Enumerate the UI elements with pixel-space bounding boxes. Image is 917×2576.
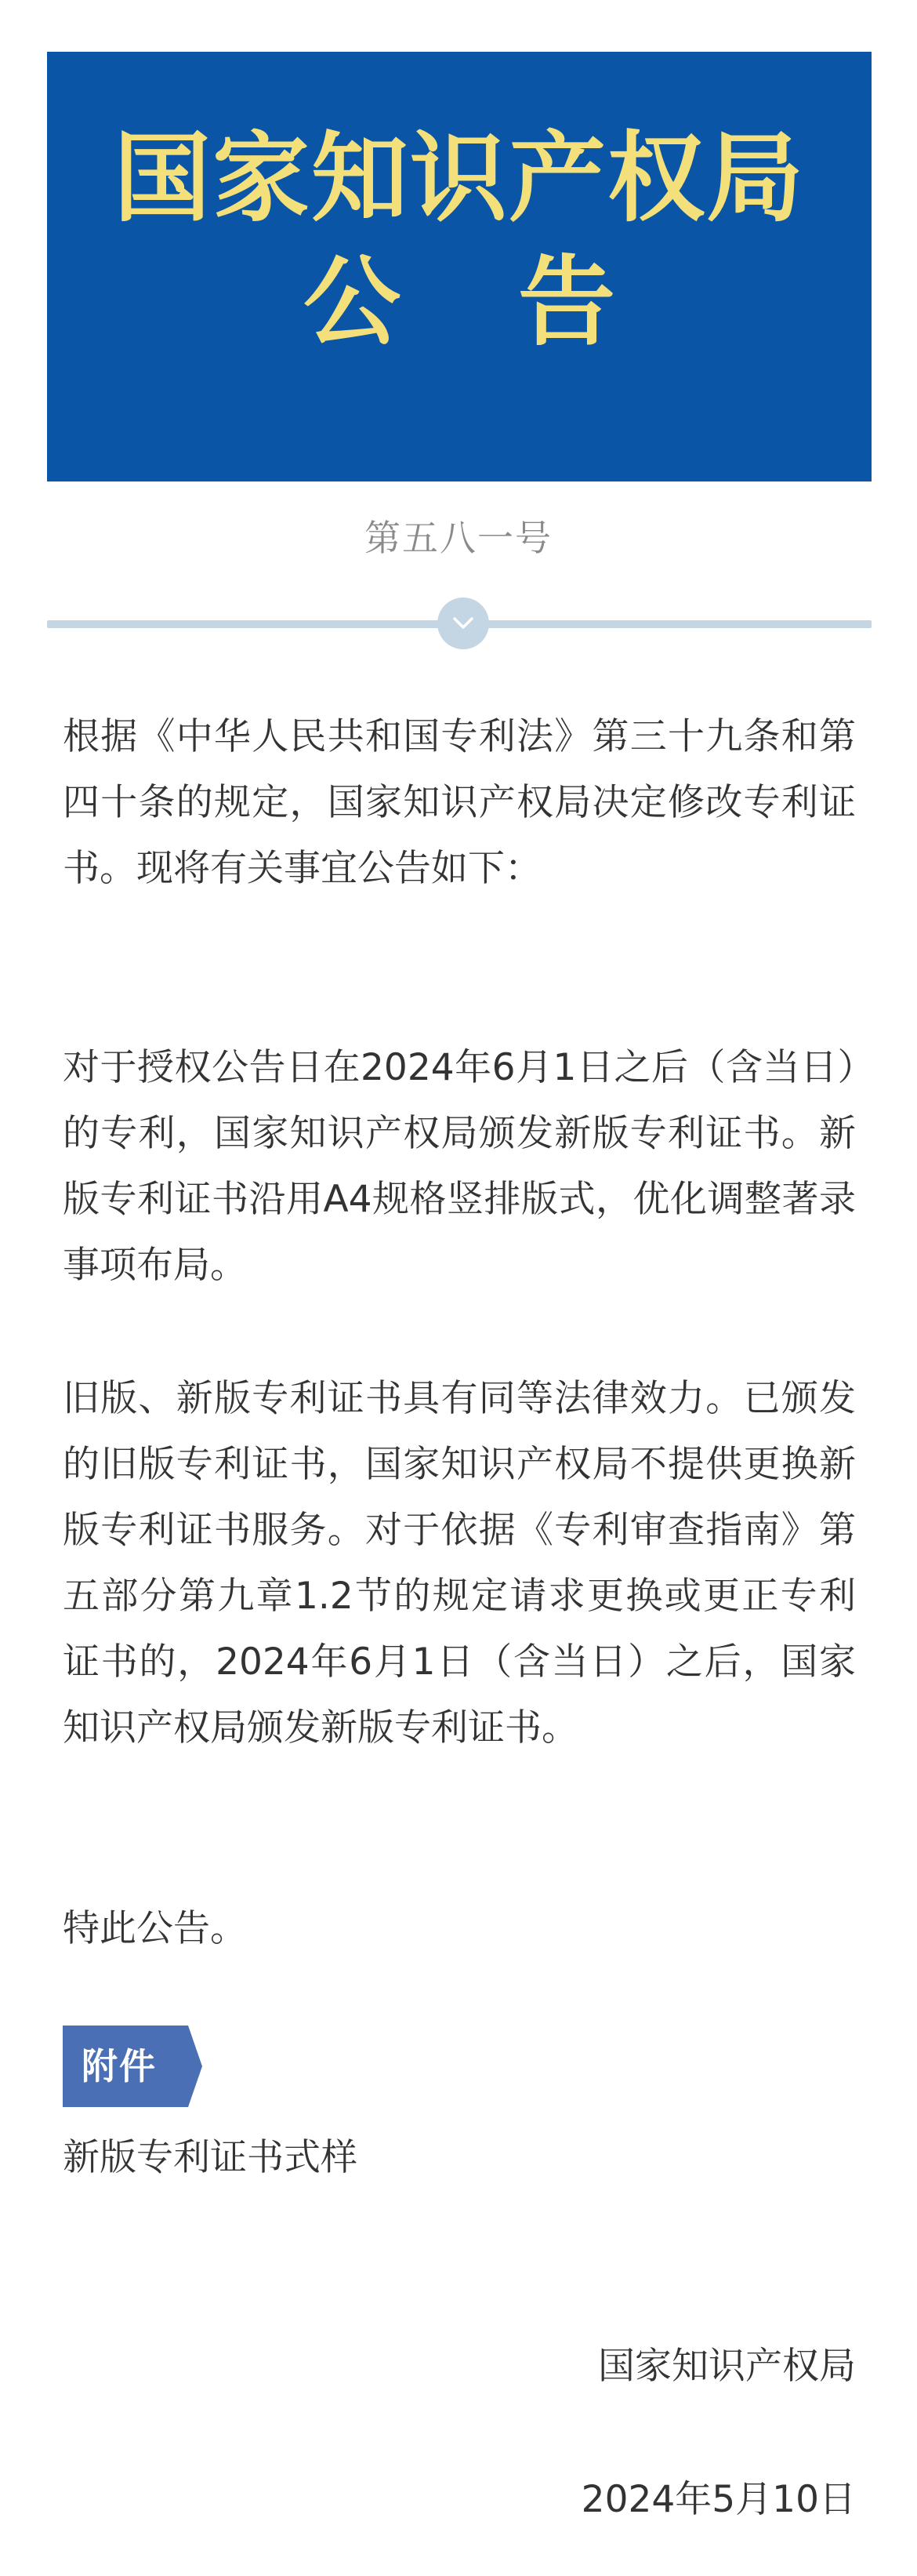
paragraph-legal-effect: 旧版、新版专利证书具有同等法律效力。已颁发的旧版专利证书，国家知识产权局不提供更换新版专利证书服务。对于依据《专利审查指南》第五部分第九章1.2节的规定请求更换或更正专利证书的，2024年6月1日（含当日）之后，国家知识产权局颁发新版专利证书。 bbox=[63, 1377, 856, 1749]
attachment-tag bbox=[63, 2026, 202, 2107]
chevron-down-icon bbox=[437, 598, 489, 649]
attachment-link[interactable]: 新版专利证书式样 bbox=[63, 2136, 357, 2179]
signature-organization: 国家知识产权局 bbox=[598, 2345, 856, 2388]
banner-subtitle-char-1: 公 bbox=[303, 245, 401, 359]
document-number: 第五八一号 bbox=[364, 517, 553, 559]
paragraph-closing: 特此公告。 bbox=[63, 1907, 247, 1950]
header-banner bbox=[47, 52, 872, 481]
signature-date: 2024年5月10日 bbox=[581, 2478, 856, 2521]
banner-title: 国家知识产权局 bbox=[113, 122, 805, 235]
paragraph-intro: 根据《中华人民共和国专利法》第三十九条和第四十条的规定，国家知识产权局决定修改专利证书。现将有关事宜公告如下： bbox=[63, 715, 856, 890]
banner-subtitle-char-2: 告 bbox=[518, 245, 616, 359]
paragraph-new-certificate: 对于授权公告日在2024年6月1日之后（含当日）的专利，国家知识产权局颁发新版专利证书。新版专利证书沿用A4规格竖排版式，优化调整著录事项布局。 bbox=[63, 1046, 856, 1287]
attachment-label: 附件 bbox=[82, 2045, 157, 2087]
banner-subtitle bbox=[47, 245, 872, 359]
